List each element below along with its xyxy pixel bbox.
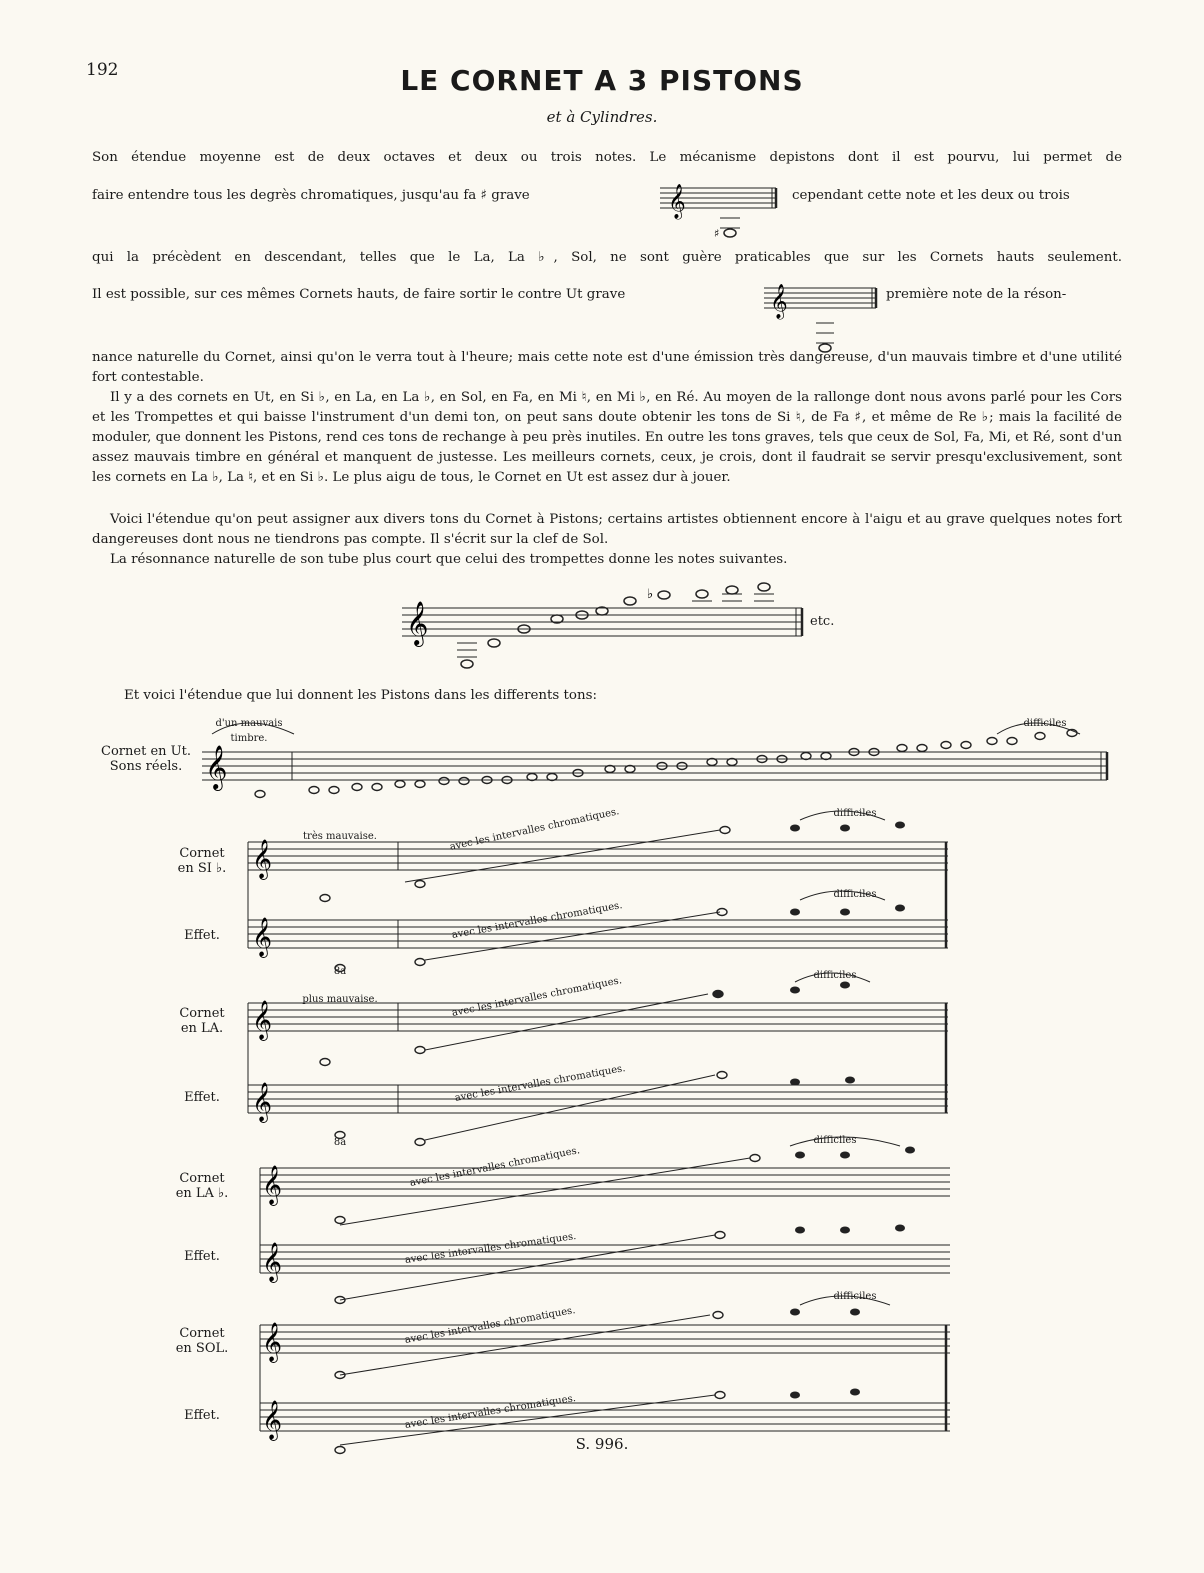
page-subtitle: et à Cylindres. (546, 108, 658, 126)
intro-line-1: Son étendue moyenne est de deux octaves et deux ou trois notes. Le mécanisme depistons dont il est pourvu, lui permet de (92, 150, 1122, 165)
etc-label: etc. (810, 614, 835, 629)
system-1-chromatic-a: avec les intervalles chromatiques. (448, 806, 621, 853)
svg-text:𝄞: 𝄞 (205, 745, 228, 789)
svg-text:𝄞: 𝄞 (252, 917, 273, 957)
intro-line-4b: première note de la réson- (886, 287, 1067, 302)
intro-line-3: qui la précèdent en descendant, telles que le La, La ♭, Sol, ne sont guère praticables que sur les Cornets hauts seulement. (92, 250, 1122, 265)
system-4-chromatic-a: avec les intervalles chromatiques. (404, 1305, 577, 1346)
system-2-effet-label: Effet. (184, 1090, 220, 1105)
svg-text:𝄞: 𝄞 (262, 1322, 283, 1362)
intro-line-2b: cependant cette note et les deux ou trois (792, 188, 1070, 203)
system-3-chromatic-a: avec les intervalles chromatiques. (408, 1145, 581, 1189)
svg-text:𝄞: 𝄞 (770, 284, 788, 319)
footer-plate-number: S. 996. (575, 1435, 629, 1453)
system-3-effet-label: Effet. (184, 1249, 220, 1264)
system-4-difficult: difficiles (833, 1291, 877, 1302)
system-1-difficult-a: difficiles (833, 808, 877, 819)
intro-line-4a: Il est possible, sur ces mêmes Cornets hauts, de faire sortir le contre Ut grave (92, 287, 626, 302)
system-3-chromatic-b: avec les intervalles chromatiques. (404, 1230, 577, 1266)
page-title: LE CORNET A 3 PISTONS (400, 64, 804, 97)
system-1-chromatic-b: avec les intervalles chromatiques. (451, 900, 624, 941)
svg-text:𝄞: 𝄞 (262, 1165, 283, 1205)
svg-text:𝄞: 𝄞 (668, 184, 686, 219)
system-4-label: Cornet en SOL. (175, 1326, 229, 1356)
system-2-difficult: difficiles (813, 970, 857, 981)
system-3-difficult: difficiles (813, 1135, 857, 1146)
system-3-label: Cornet en LA ♭. (175, 1171, 229, 1201)
system-2-octave-mark: 8a (333, 1137, 347, 1148)
svg-text:𝄞: 𝄞 (252, 1000, 273, 1040)
svg-text:♭: ♭ (647, 587, 654, 602)
svg-text:𝄞: 𝄞 (406, 601, 429, 645)
staff-transposing-systems (240, 800, 960, 1440)
system-2-worse: plus mauvaise. (302, 994, 378, 1005)
system-1-effet-label: Effet. (184, 928, 220, 943)
svg-text:𝄞: 𝄞 (252, 1082, 273, 1122)
svg-text:♯: ♯ (714, 227, 720, 240)
staff-contre-ut (764, 278, 880, 358)
ut-high-annotation: difficiles (1023, 718, 1067, 729)
system-2-label: Cornet en LA. (179, 1006, 225, 1036)
system-1-difficult-b: difficiles (833, 889, 877, 900)
staff-fa-diese (660, 178, 780, 238)
system-2-chromatic-a: avec les intervalles chromatiques. (450, 975, 623, 1019)
svg-text:𝄞: 𝄞 (262, 1242, 283, 1282)
staff-cornet-en-ut (202, 712, 1110, 802)
intro-paragraph-4: La résonnance naturelle de son tube plus court que celui des trompettes donne les notes suivantes. (110, 552, 788, 567)
svg-text:𝄞: 𝄞 (262, 1400, 283, 1440)
system-1-label: Cornet en SI ♭. (177, 846, 227, 876)
system-2-chromatic-b: avec les intervalles chromatiques. (454, 1063, 627, 1104)
staff-natural-resonance (402, 578, 812, 678)
page-number: 192 (86, 60, 119, 80)
intro-paragraph-1: nance naturelle du Cornet, ainsi qu'on le verra tout à l'heure; mais cette note est d'une émission très dangereuse, d'un mauvais timbre et d'une utilité fort contestable. (92, 350, 1122, 385)
system-4-chromatic-b: avec les intervalles chromatiques. (404, 1393, 577, 1431)
intro-paragraph-5: Et voici l'étendue que lui donnent les Pistons dans les differents tons: (124, 688, 597, 703)
system-1-octave-mark: 8a (333, 966, 347, 977)
ut-low-annotation: d'un mauvais timbre. (215, 718, 283, 744)
svg-text:𝄞: 𝄞 (252, 839, 273, 879)
intro-paragraph-2: Il y a des cornets en Ut, en Si ♭, en La, en La ♭, en Sol, en Fa, en Mi ♮, en Mi ♭, en Ré. Au moyen de la rallonge dont nous avons parlé pour les Cors et les Trompettes et qui baisse l'instrument d'un demi ton, on peut sans doute obtenir les tons de Si ♮, de Fa ♯, et même de Re ♭; mais la facilité de moduler, que donnent les Pistons, rend ces tons de rechange à peu près inutiles. En outre les tons graves, tels que ceux de Sol, Fa, Mi, et Ré, sont d'un assez mauvais timbre en général et manquent de justesse. Les meilleurs cornets, ceux, je crois, dont il faudrait se servir presqu'exclusivement, sont les cornets en La ♭, La ♮, et en Si ♭. Le plus aigu de tous, le Cornet en Ut est assez dur à jouer. (92, 390, 1122, 485)
intro-paragraph-3: Voici l'étendue qu'on peut assigner aux divers tons du Cornet à Pistons; certains artistes obtiennent encore à l'aigu et au grave quelques notes fort dangereuses dont nous ne tiendrons pas compte. Il s'écrit sur la clef de Sol. (92, 512, 1122, 547)
system-1-very-bad: très mauvaise. (303, 831, 377, 842)
system-4-effet-label: Effet. (184, 1408, 220, 1423)
ut-label: Cornet en Ut. Sons réels. (101, 744, 191, 774)
intro-line-2a: faire entendre tous les degrès chromatiques, jusqu'au fa ♯ grave (92, 188, 530, 203)
